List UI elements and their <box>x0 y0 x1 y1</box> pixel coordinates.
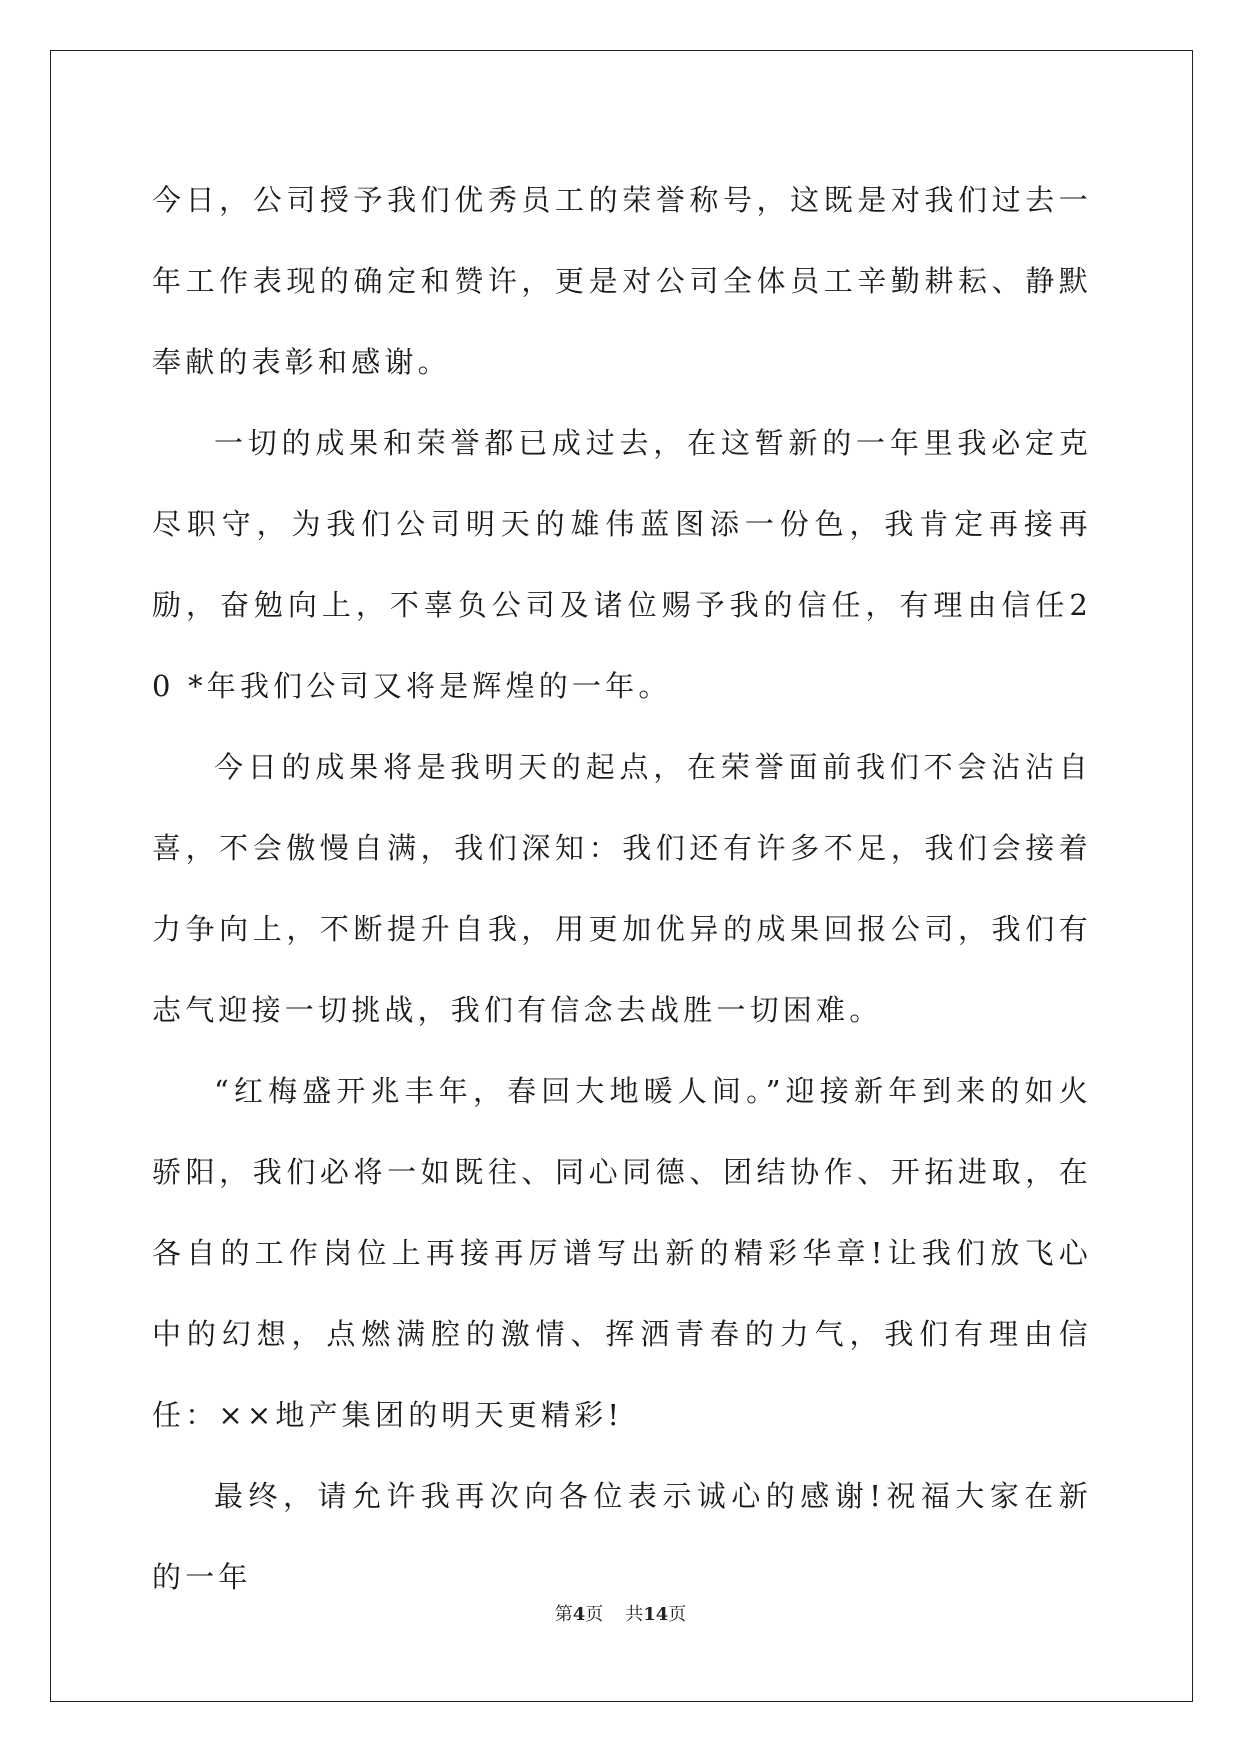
paragraph-2: 一切的成果和荣誉都已成过去，在这暂新的一年里我必定克尽职守，为我们公司明天的雄伟蓝图添一份色，我肯定再接再励，奋勉向上，不辜负公司及诸位赐予我的信任，有理由信任20 *年我们公司又将是辉煌的一年。 <box>152 426 1092 703</box>
page-footer <box>0 1600 1241 1626</box>
paragraph-4: “红梅盛开兆丰年，春回大地暖人间。”迎接新年到来的如火骄阳，我们必将一如既往、同心同德、团结协作、开拓进取，在各自的工作岗位上再接再厉谱写出新的精彩华章!让我们放飞心中的幻想，点燃满腔的激情、挥洒青春的力气，我们有理由信任：××地产集团的明天更精彩! <box>152 1074 1092 1432</box>
document-body <box>152 160 1092 1618</box>
paragraph-3: 今日的成果将是我明天的起点，在荣誉面前我们不会沾沾自喜，不会傲慢自满，我们深知：我们还有许多不足，我们会接着力争向上，不断提升自我，用更加优异的成果回报公司，我们有志气迎接一切挑战，我们有信念去战胜一切困难。 <box>152 750 1092 1027</box>
total-prefix: 共 <box>625 1604 644 1625</box>
total-pages: 14 <box>643 1604 669 1625</box>
paragraph-5: 最终，请允许我再次向各位表示诚心的感谢!祝福大家在新的一年 <box>152 1479 1092 1594</box>
page-suffix: 页 <box>585 1604 604 1625</box>
page-number: 4 <box>572 1604 586 1625</box>
total-suffix: 页 <box>668 1604 687 1625</box>
paragraph-1: 今日，公司授予我们优秀员工的荣誉称号，这既是对我们过去一年工作表现的确定和赞许，更是对公司全体员工辛勤耕耘、静默奉献的表彰和感谢。 <box>152 183 1092 379</box>
page-prefix: 第 <box>554 1604 573 1625</box>
